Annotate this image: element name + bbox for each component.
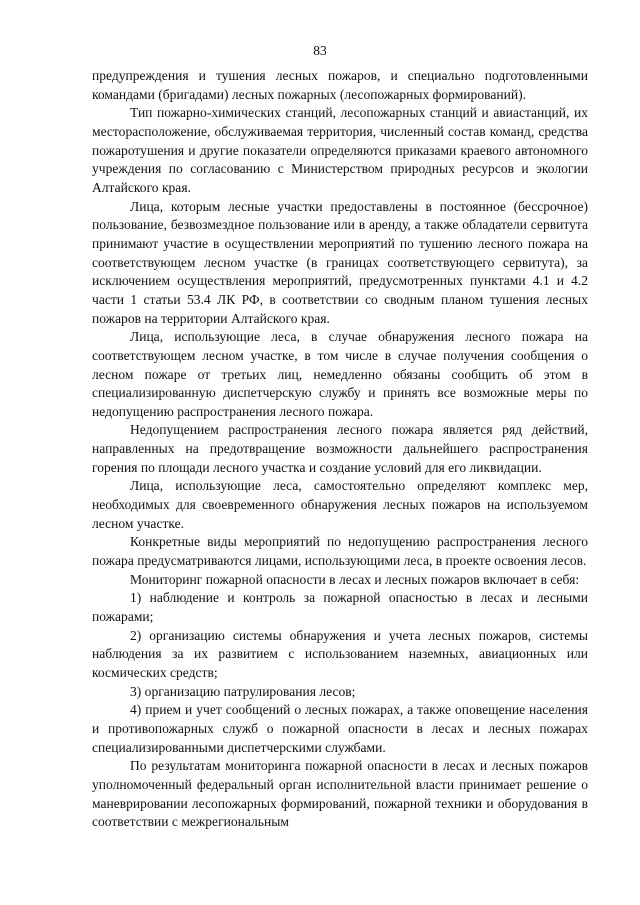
- paragraph-specific-measures: Конкретные виды мероприятий по недопущению распространения лесного пожара предусматриваются лицами, использующими леса, в проекте освоения лесов.: [92, 534, 588, 569]
- paragraph-spread-prevention: Недопущением распространения лесного пожара является ряд действий, направленных на предотвращение возможности дальнейшего распространения горения по площади лесного участка и создание условий для его ликвидации.: [92, 422, 588, 475]
- list-item-4: 4) прием и учет сообщений о лесных пожарах, а также оповещение населения и противопожарных служб о пожарной опасности в лесах и лесных пожарах специализированными диспетчерскими службами.: [92, 702, 588, 755]
- paragraph-fire-detection-duty: Лица, использующие леса, в случае обнаружения лесного пожара на соответствующем лесном участке, в том числе в случае получения сообщения о лесном пожаре от третьих лиц, немедленно обязаны сообщить об этом в специализированную диспетчерскую службу и принять все возможные меры по недопущению распространения лесного пожара.: [92, 329, 588, 419]
- paragraph-lease-holders: Лица, которым лесные участки предоставлены в постоянное (бессрочное) пользование, безвозмездное пользование или в аренду, а также обладатели сервитута принимают участие в осуществлении мероприятий по тушению лесного пожара на соответствующем лесном участке (в границах соответствующего сервитута), за исключением осуществления мероприятий, предусмотренных пунктами 4.1 и 4.2 части 1 статьи 53.4 ЛК РФ, в соответствии со сводным планом тушения лесных пожаров на территории Алтайского края.: [92, 198, 588, 326]
- paragraph-fire-stations: Тип пожарно-химических станций, лесопожарных станций и авиастанций, их месторасположение, обслуживаемая территория, численный состав команд, средства пожаротушения и другие показатели определяются приказами краевого автономного учреждения по согласованию с Министерством природных ресурсов и экологии Алтайского края.: [92, 105, 588, 195]
- document-body: [92, 67, 588, 832]
- page-number: 83: [313, 43, 327, 58]
- paragraph-monitoring-intro: Мониторинг пожарной опасности в лесах и лесных пожаров включает в себя:: [130, 571, 580, 587]
- paragraph-continuation: предупреждения и тушения лесных пожаров, и специально подготовленными командами (бригадами) лесных пожарных (лесопожарных формирований).: [92, 68, 588, 102]
- paragraph-measures-complex: Лица, использующие леса, самостоятельно определяют комплекс мер, необходимых для своевременного обнаружения лесных пожаров на используемом лесном участке.: [92, 478, 588, 531]
- list-item-2: 2) организацию системы обнаружения и учета лесных пожаров, системы наблюдения за их развитием с использованием наземных, авиационных или космических средств;: [92, 627, 588, 680]
- list-item-3: 3) организацию патрулирования лесов;: [130, 683, 356, 699]
- list-item-1: 1) наблюдение и контроль за пожарной опасностью в лесах и лесными пожарами;: [92, 590, 588, 625]
- paragraph-monitoring-results: По результатам мониторинга пожарной опасности в лесах и лесных пожаров уполномоченный федеральный орган исполнительной власти принимает решение о маневрировании лесопожарных формирований, пожарной техники и оборудования в соответствии с межрегиональным: [92, 758, 588, 830]
